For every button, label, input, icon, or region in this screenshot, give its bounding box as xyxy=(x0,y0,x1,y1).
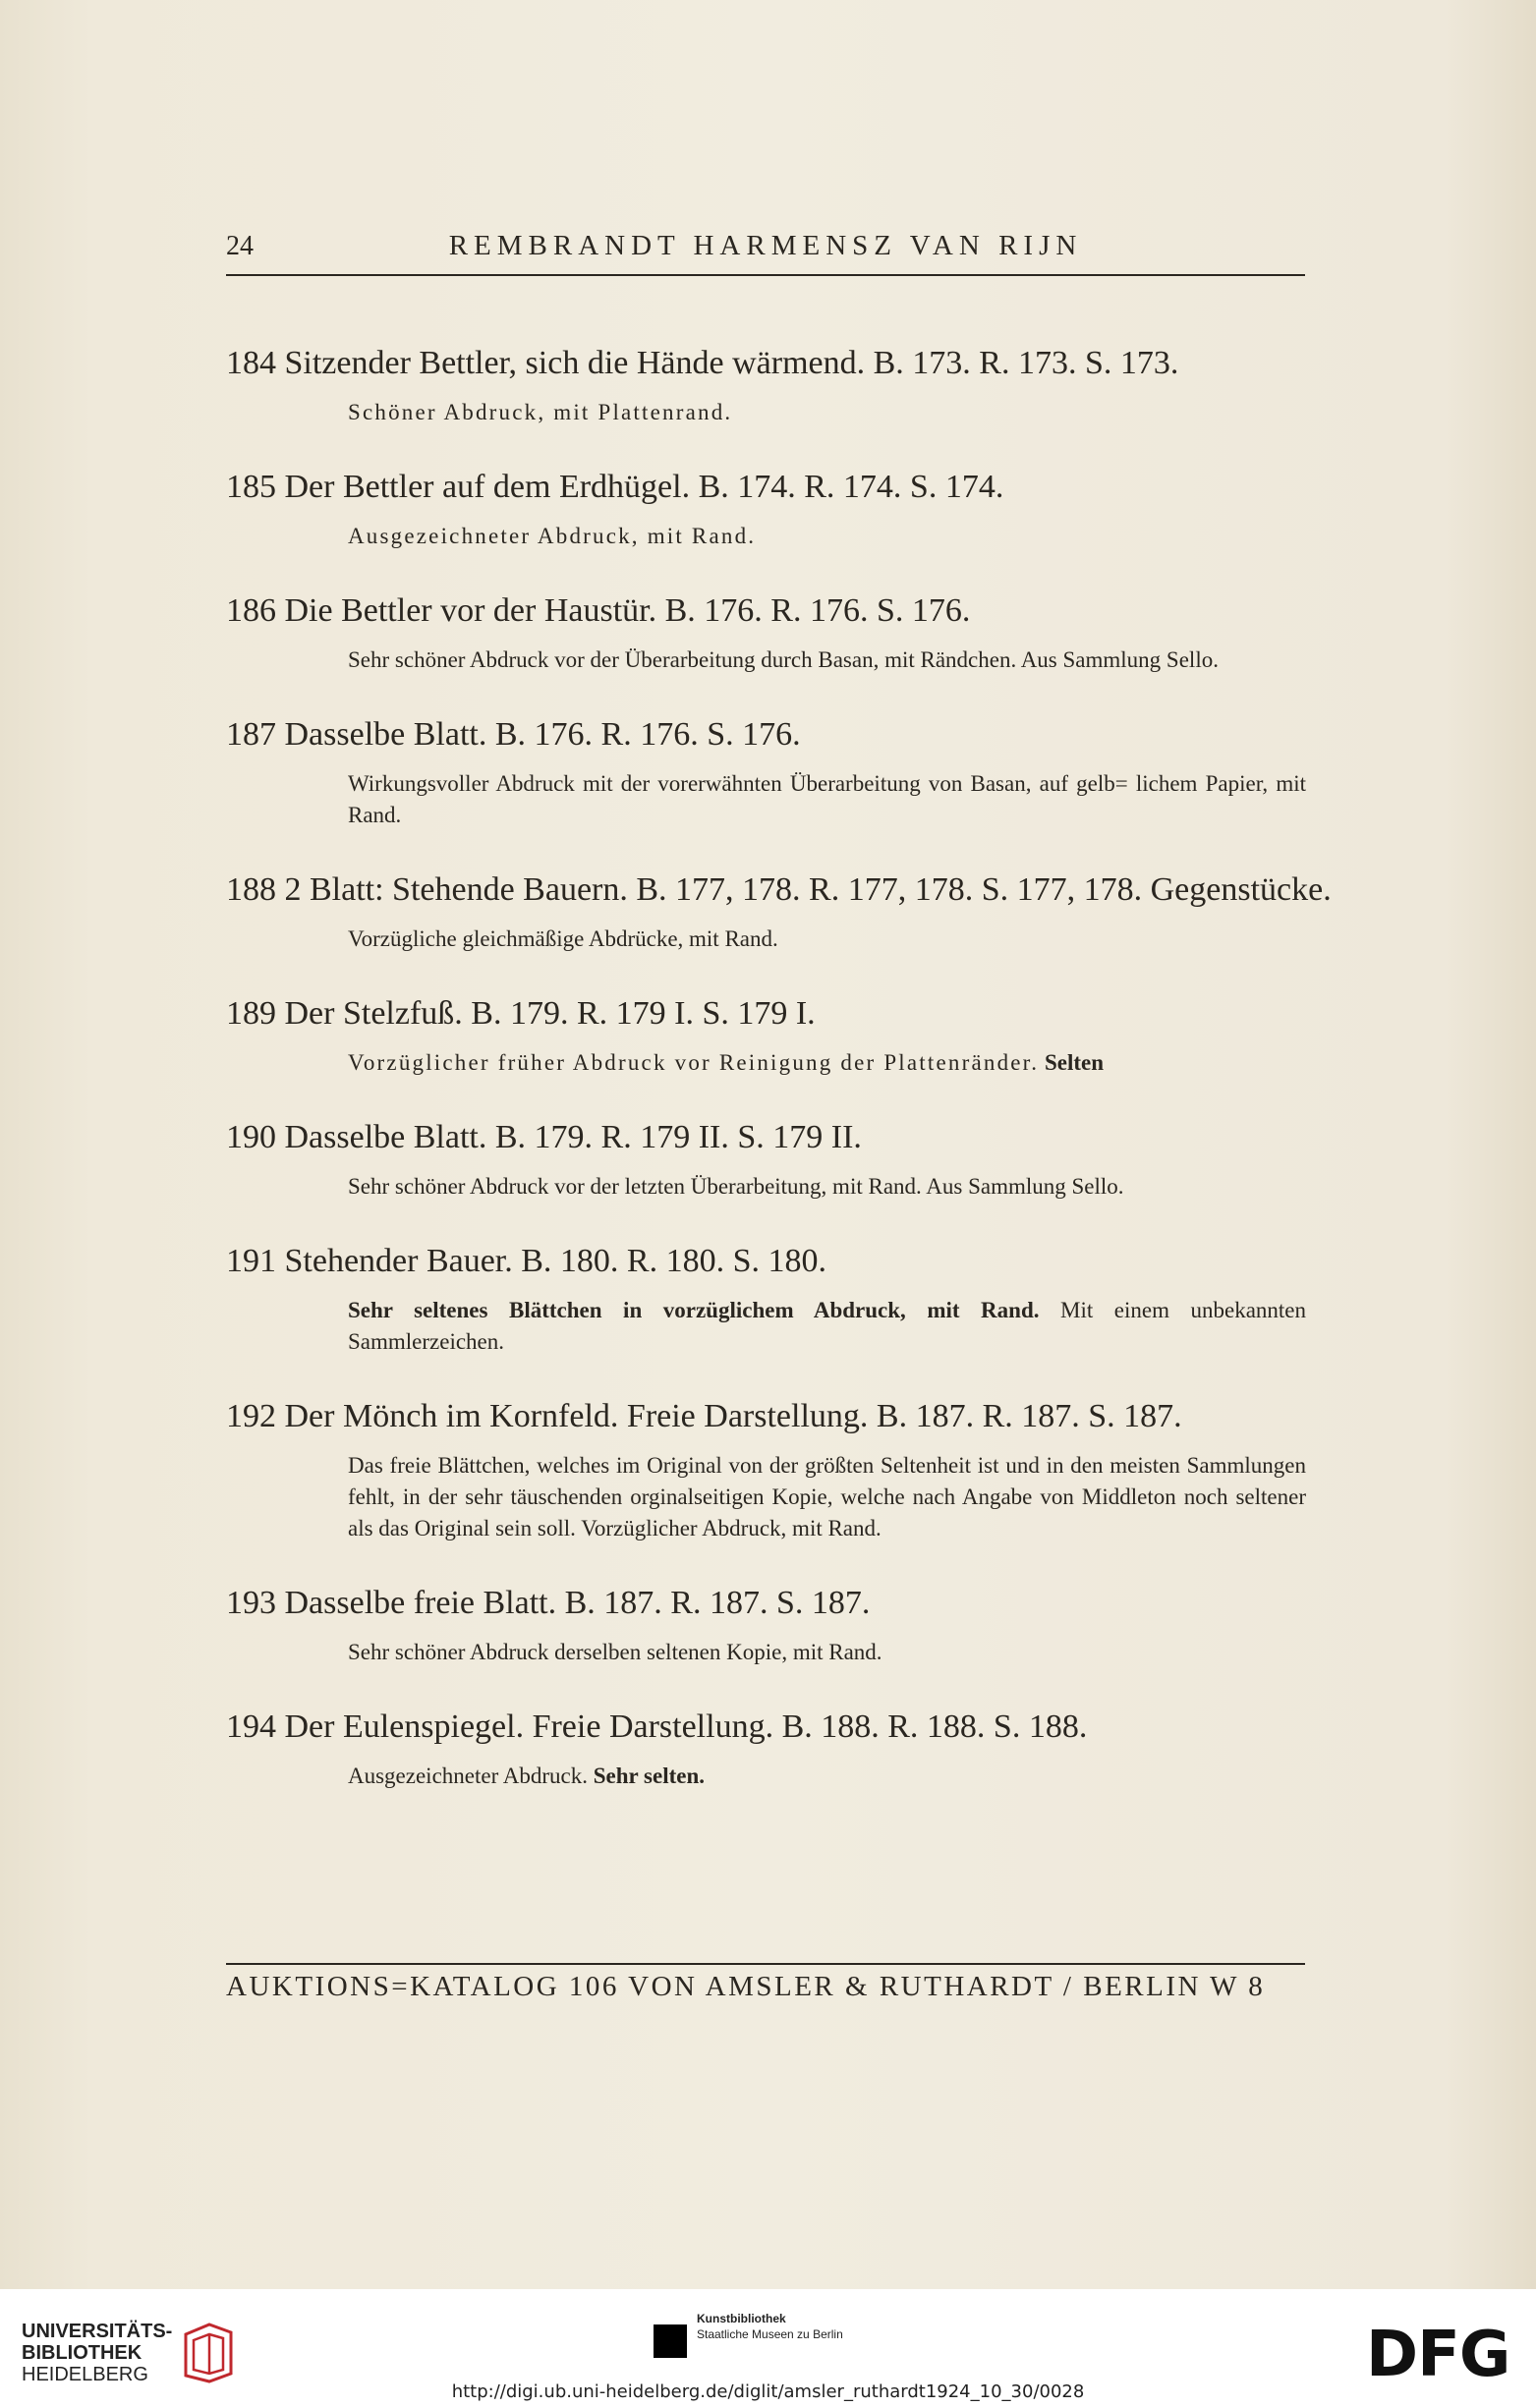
lot-entry-192 xyxy=(226,1395,1307,1544)
kb-line-1: Kunstbibliothek xyxy=(697,2312,786,2325)
lot-description: Ausgezeichneter Abdruck, mit Rand. xyxy=(348,524,757,548)
running-title: REMBRANDT HARMENSZ VAN RIJN xyxy=(448,230,1083,261)
lot-entry-186 xyxy=(226,589,1307,676)
permalink-url[interactable]: http://digi.ub.uni-heidelberg.de/diglit/amsler_ruthardt1924_10_30/0028 xyxy=(451,2381,1085,2402)
catalog-footer: AUKTIONS=KATALOG 106 VON AMSLER & RUTHARDT / BERLIN W 8 xyxy=(226,1971,1266,2002)
lot-description-block xyxy=(348,1295,1306,1358)
lot-description: Sehr schöner Abdruck vor der letzten Überarbeitung, mit Rand. Aus Sammlung Sello. xyxy=(348,1174,1124,1199)
lot-description: Sehr schöner Abdruck derselben seltenen Kopie, mit Rand. xyxy=(348,1640,882,1664)
lot-description-block xyxy=(348,1047,1306,1079)
ub-line-1: UNIVERSITÄTS- xyxy=(22,2321,173,2342)
lot-title: 191 Stehender Bauer. B. 180. R. 180. S. 180. xyxy=(226,1243,827,1279)
ub-heidelberg-logo[interactable] xyxy=(22,2321,235,2385)
lot-entry-194 xyxy=(226,1706,1307,1792)
lot-emphasis: Sehr seltenes Blättchen in vorzüglichem Abdruck, mit Rand. xyxy=(348,1298,1040,1322)
lot-description: Mit einem unbekannten Sammlerzeichen. xyxy=(348,1298,1307,1354)
lot-description: Vorzügliche gleichmäßige Abdrücke, mit Rand. xyxy=(348,926,778,951)
lot-description: Sehr schöner Abdruck vor der Überarbeitung durch Basan, mit Rändchen. Aus Sammlung Sello. xyxy=(348,647,1219,672)
ub-line-2: BIBLIOTHEK xyxy=(22,2342,142,2364)
lot-title: 194 Der Eulenspiegel. Freie Darstellung. B. 188. R. 188. S. 188. xyxy=(226,1708,1088,1745)
lot-list xyxy=(226,342,1332,1829)
lot-description: Das freie Blättchen, welches im Original von der größten Seltenheit ist und in den meisten Sammlungen fehlt, in der sehr täuschenden orginalseitigen Kopie, welche nach Angabe von Middleton noch seltener als das Original sein soll. Vorzüglicher Abdruck, mit Rand. xyxy=(348,1453,1306,1540)
ub-line-3: HEIDELBERG xyxy=(22,2364,148,2385)
page-number: 24 xyxy=(226,231,254,261)
lot-title: 187 Dasselbe Blatt. B. 176. R. 176. S. 176. xyxy=(226,716,801,753)
lot-entry-189 xyxy=(226,992,1307,1079)
page-header xyxy=(226,230,1305,262)
lot-entry-193 xyxy=(226,1582,1307,1668)
lot-entry-190 xyxy=(226,1116,1307,1203)
lot-title: 184 Sitzender Bettler, sich die Hände wärmend. B. 173. R. 173. S. 173. xyxy=(226,345,1179,381)
kb-line-2: Staatliche Museen zu Berlin xyxy=(697,2327,843,2341)
lot-emphasis: Selten xyxy=(1044,1050,1105,1075)
lot-entry-184 xyxy=(226,342,1307,428)
lot-title: 193 Dasselbe freie Blatt. B. 187. R. 187. S. 187. xyxy=(226,1585,871,1621)
lot-title: 188 2 Blatt: Stehende Bauern. B. 177, 178. R. 177, 178. S. 177, 178. Gegenstücke. xyxy=(226,871,1332,908)
kunstbibliothek-wordmark xyxy=(697,2311,843,2342)
lot-entry-188 xyxy=(226,868,1332,955)
lot-title: 189 Der Stelzfuß. B. 179. R. 179 I. S. 179 I. xyxy=(226,995,816,1032)
lot-title: 190 Dasselbe Blatt. B. 179. R. 179 II. S. 179 II. xyxy=(226,1119,862,1155)
lot-title: 185 Der Bettler auf dem Erdhügel. B. 174. R. 174. S. 174. xyxy=(226,469,1004,505)
lot-description: Vorzüglicher früher Abdruck vor Reinigung der Plattenränder. xyxy=(348,1050,1040,1075)
lot-entry-191 xyxy=(226,1240,1307,1358)
dfg-logo[interactable]: DFG xyxy=(1366,2319,1510,2391)
lot-emphasis: Sehr selten. xyxy=(593,1764,706,1788)
lot-description: Schöner Abdruck, mit Plattenrand. xyxy=(348,400,733,424)
lot-entry-187 xyxy=(226,713,1307,831)
header-rule xyxy=(226,274,1305,276)
kunstbibliothek-mark-icon xyxy=(654,2324,687,2358)
footer-rule xyxy=(226,1963,1305,1965)
lot-title: 192 Der Mönch im Kornfeld. Freie Darstellung. B. 187. R. 187. S. 187. xyxy=(226,1398,1182,1434)
lot-description: Wirkungsvoller Abdruck mit der vorerwähnten Überarbeitung von Basan, auf gelb= lichem Papier, mit Rand. xyxy=(348,771,1306,827)
lot-entry-185 xyxy=(226,466,1307,552)
lot-title: 186 Die Bettler vor der Haustür. B. 176. R. 176. S. 176. xyxy=(226,592,971,629)
ub-library-icon xyxy=(180,2321,235,2385)
ub-heidelberg-wordmark xyxy=(22,2321,172,2385)
kunstbibliothek-logo[interactable] xyxy=(654,2311,843,2358)
lot-description-block xyxy=(348,1761,1306,1792)
lot-description: Ausgezeichneter Abdruck. xyxy=(348,1764,588,1788)
